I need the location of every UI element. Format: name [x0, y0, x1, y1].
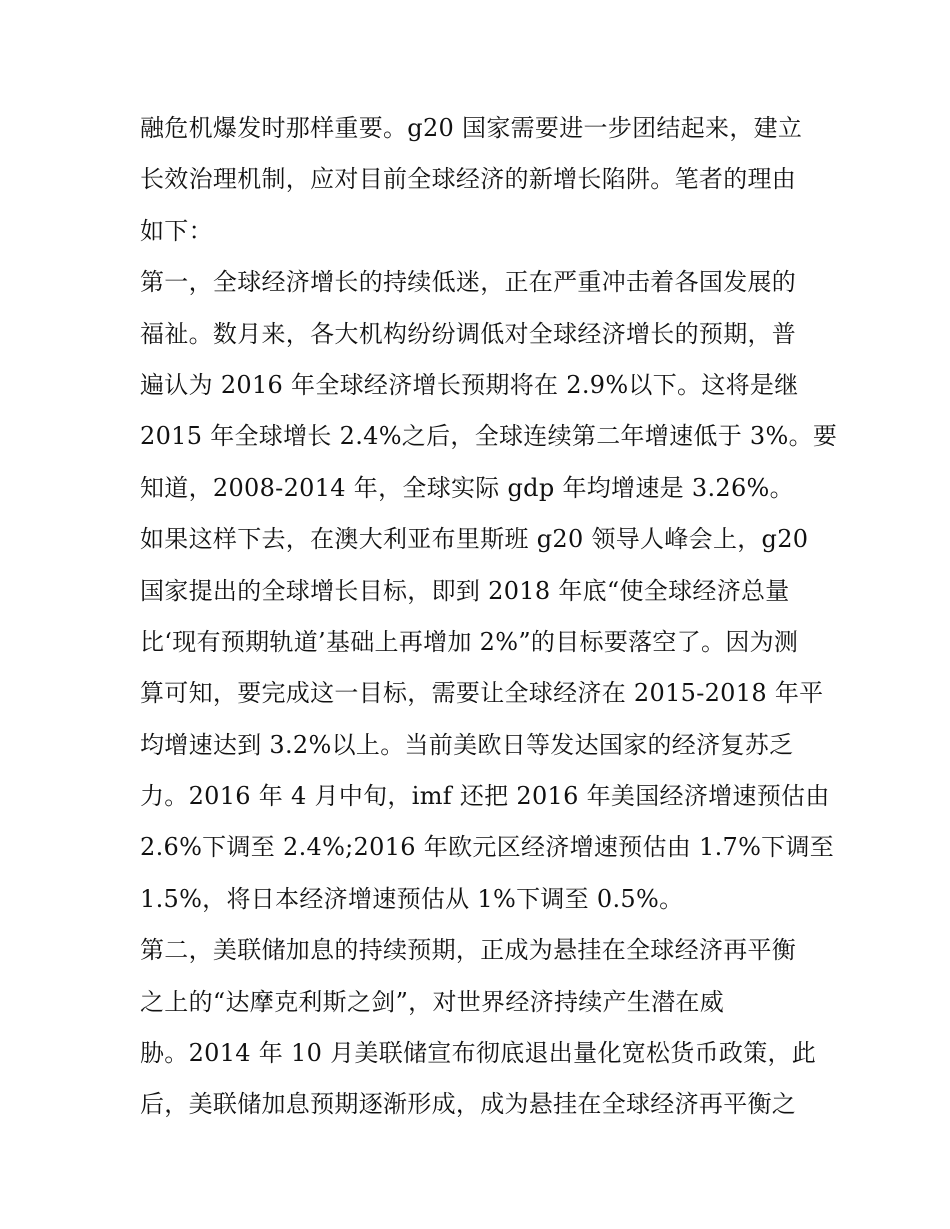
- text-line: 算可知，要完成这一目标，需要让全球经济在 2015-2018 年平: [140, 679, 824, 708]
- text-line: 长效治理机制，应对目前全球经济的新增长陷阱。笔者的理由: [140, 165, 797, 194]
- text-line: 第一，全球经济增长的持续低迷，正在严重冲击着各国发展的: [140, 268, 797, 297]
- text-line: 遍认为 2016 年全球经济增长预期将在 2.9%以下。这将是继: [140, 370, 799, 399]
- text-line: 之上的“达摩克利斯之剑”，对世界经济持续产生潜在威: [140, 987, 725, 1016]
- text-line: 2015 年全球增长 2.4%之后，全球连续第二年增速低于 3%。要: [140, 422, 838, 451]
- text-line: 后，美联储加息预期逐渐形成，成为悬挂在全球经济再平衡之: [140, 1090, 797, 1119]
- text-line: 胁。2014 年 10 月美联储宣布彻底退出量化宽松货币政策，此: [140, 1039, 817, 1068]
- text-line: 如下：: [140, 216, 213, 245]
- text-line: 第二，美联储加息的持续预期，正成为悬挂在全球经济再平衡: [140, 936, 797, 965]
- text-line: 如果这样下去，在澳大利亚布里斯班 g20 领导人峰会上，g20: [140, 525, 809, 554]
- text-line: 比‘现有预期轨道’基础上再增加 2%”的目标要落空了。因为测: [140, 627, 799, 656]
- text-line: 力。2016 年 4 月中旬，imf 还把 2016 年美国经济增速预估由: [140, 782, 830, 811]
- text-line: 福祉。数月来，各大机构纷纷调低对全球经济增长的预期，普: [140, 319, 797, 348]
- text-line: 知道，2008-2014 年，全球实际 gdp 年均增速是 3.26%。: [140, 473, 794, 502]
- text-line: 1.5%，将日本经济增速预估从 1%下调至 0.5%。: [140, 884, 684, 913]
- text-line: 2.6%下调至 2.4%;2016 年欧元区经济增速预估由 1.7%下调至: [140, 833, 835, 862]
- body-text: [140, 103, 838, 1131]
- text-line: 国家提出的全球增长目标，即到 2018 年底“使全球经济总量: [140, 576, 790, 605]
- text-line: 融危机爆发时那样重要。g20 国家需要进一步团结起来，建立: [140, 114, 803, 142]
- text-line: 均增速达到 3.2%以上。当前美欧日等发达国家的经济复苏乏: [140, 730, 794, 759]
